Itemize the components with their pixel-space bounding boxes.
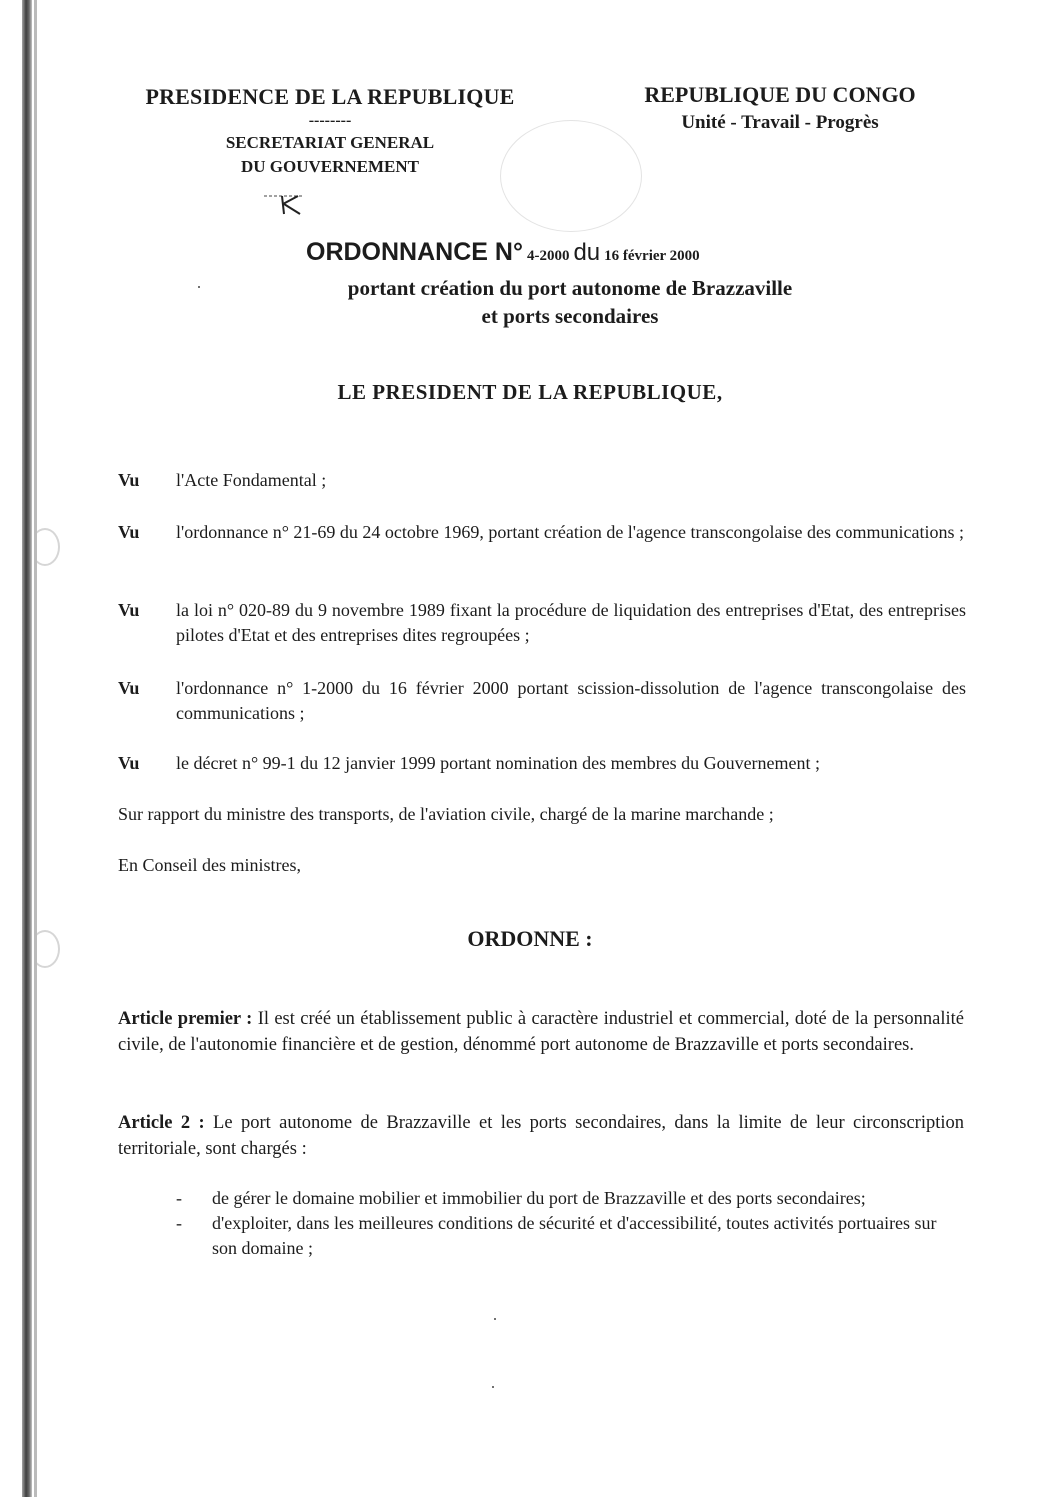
punch-hole-mark [30, 930, 60, 968]
ordonnance-subtitle [280, 274, 860, 330]
handwritten-annotation-mark [500, 120, 642, 232]
visa-text: la loi n° 020-89 du 9 novembre 1989 fixant la procédure de liquidation des entreprises d'Etat, des entreprises pilotes d'Etat et des entreprises dites regroupées ; [176, 600, 966, 645]
president-heading: LE PRESIDENT DE LA REPUBLIQUE, [337, 380, 723, 404]
sur-rapport: Sur rapport du ministre des transports, de l'aviation civile, chargé de la marine marchande ; [118, 804, 774, 824]
visa-label: Vu [118, 470, 140, 490]
article-label: Article premier : [118, 1009, 253, 1029]
visa-label: Vu [118, 600, 140, 620]
issuer-block [100, 84, 560, 178]
scan-speck [198, 286, 200, 288]
ordonnance-date: 16 février 2000 [604, 248, 700, 264]
issuer-separator: -------- [308, 112, 352, 129]
article-text: Le port autonome de Brazzaville et les ports secondaires, dans la limite de leur circonscription territoriale, sont chargés : [118, 1113, 964, 1159]
scan-binding-shadow [34, 0, 37, 1497]
list-item [176, 1186, 956, 1211]
visa-label: Vu [118, 753, 140, 773]
visa-text: l'Acte Fondamental ; [176, 470, 327, 490]
ordonnance-du: du [573, 239, 601, 266]
visa-label: Vu [118, 522, 140, 542]
subtitle-line-2: et ports secondaires [481, 304, 659, 328]
country-block [600, 82, 960, 134]
handwritten-check-mark [262, 190, 306, 222]
visa-text: l'ordonnance n° 1-2000 du 16 février 2000 portant scission-dissolution de l'agence transcongolaise des communications ; [176, 678, 966, 723]
article-premier [118, 1006, 964, 1058]
country-name: REPUBLIQUE DU CONGO [644, 82, 916, 107]
ordonne-heading: ORDONNE : [467, 926, 593, 951]
country-motto: Unité - Travail - Progrès [681, 112, 879, 133]
issuer-presidence: PRESIDENCE DE LA REPUBLIQUE [145, 84, 515, 109]
visa-label: Vu [118, 678, 140, 698]
visa-text: l'ordonnance n° 21-69 du 24 octobre 1969, portant création de l'agence transcongolaise des communications ; [176, 522, 964, 542]
visa-text: le décret n° 99-1 du 12 janvier 1999 portant nomination des membres du Gouvernement ; [176, 753, 821, 773]
issuer-secretariat: SECRETARIAT GENERAL [225, 133, 435, 152]
article-2 [118, 1110, 964, 1162]
list-dash: - [176, 1188, 182, 1208]
list-dash: - [176, 1213, 182, 1233]
ordonnance-title [306, 238, 700, 267]
scan-speck [492, 1386, 494, 1388]
scan-binding-edge [22, 0, 32, 1497]
ordonnance-label: ORDONNANCE N° [306, 238, 523, 266]
punch-hole-mark [30, 528, 60, 566]
subtitle-line-1: portant création du port autonome de Brazzaville [347, 276, 793, 300]
en-conseil: En Conseil des ministres, [118, 855, 301, 875]
article-label: Article 2 : [118, 1113, 205, 1133]
list-item-text: d'exploiter, dans les meilleures conditions de sécurité et d'accessibilité, toutes activités portuaires sur son domaine ; [212, 1213, 937, 1258]
list-item-text: de gérer le domaine mobilier et immobilier du port de Brazzaville et des ports secondaires; [212, 1188, 866, 1208]
scan-speck [494, 1318, 496, 1320]
list-item [176, 1211, 956, 1261]
article-2-list [176, 1186, 956, 1261]
article-text: Il est créé un établissement public à caractère industriel et commercial, doté de la personnalité civile, de l'autonomie financière et de gestion, dénommé port autonome de Brazzaville et ports secondaires. [118, 1009, 964, 1055]
ordonnance-number: 4-2000 [526, 248, 570, 264]
issuer-gouvernement: DU GOUVERNEMENT [240, 157, 420, 176]
